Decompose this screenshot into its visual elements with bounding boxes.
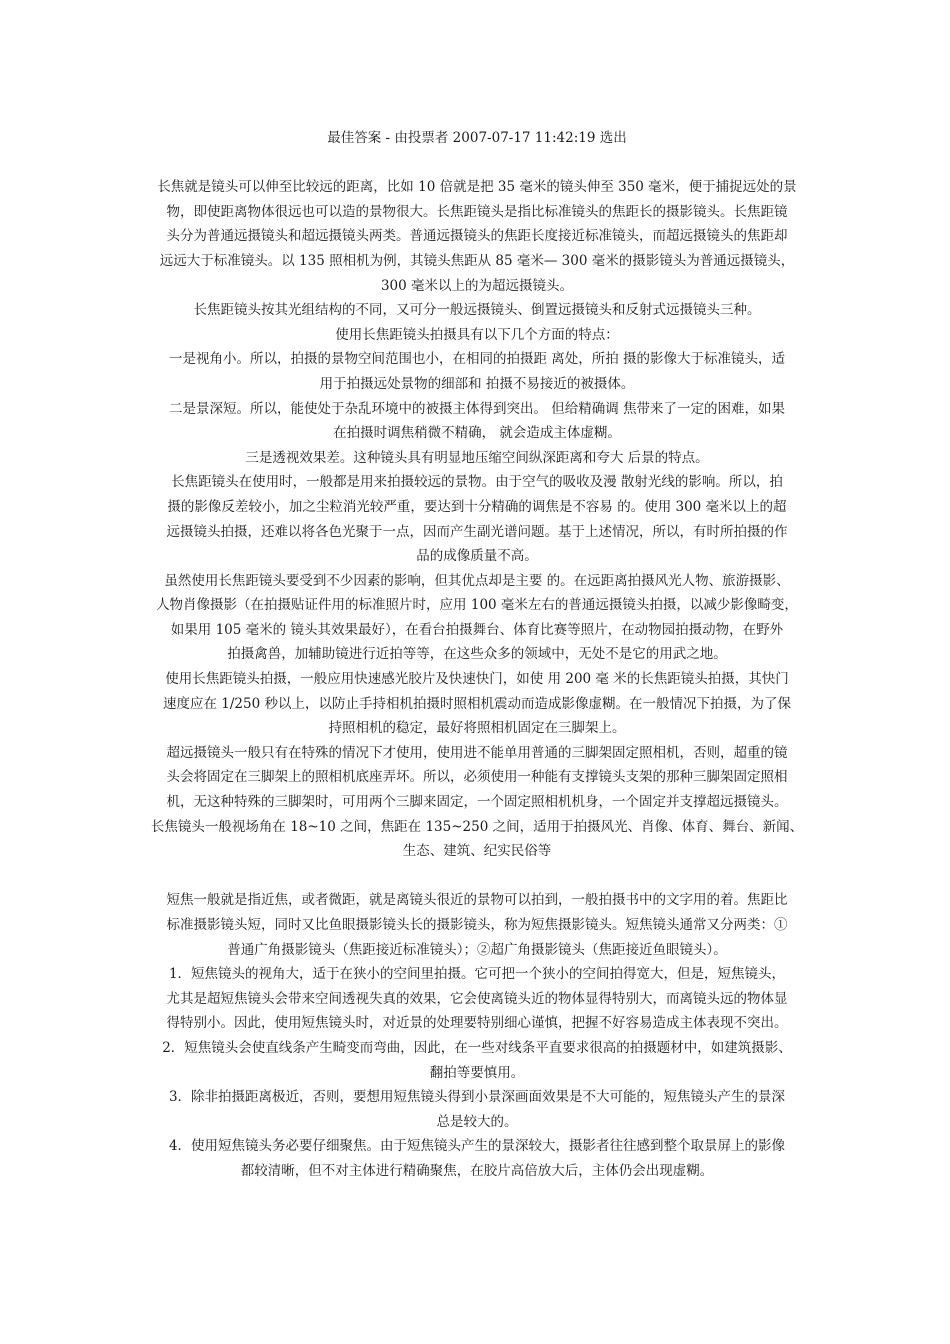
text-line: 生态、建筑、纪实民俗等 [402,843,552,860]
text-line: 长焦距镜头在使用时，一般都是用来拍摄较远的景物。由于空气的吸收及漫 散射光线的影响。所以，拍 [171,474,783,491]
wide-angle-section [143,888,811,1183]
text-line: 三是透视效果差。这种镜头具有明显地压缩空间纵深距离和夸大 后景的特点。 [245,449,709,466]
document-page [143,126,811,1184]
text-line: 长焦就是镜头可以伸至比较远的距离，比如 10 倍就是把 35 毫米的镜头伸至 350 毫米，便于捕捉远处的景 [157,179,797,196]
text-line: 总是较大的。 [436,1113,518,1130]
text-line: 远摄镜头拍摄，还难以将各色光聚于一点，因而产生副光谱问题。基于上述情况，所以，有时所拍摄的作 [166,523,788,540]
text-line: 品的成像质量不高。 [416,548,538,565]
best-answer-header: 最佳答案 - 由投票者 2007-07-17 11:42:19 选出 [327,130,627,146]
text-line: 使用长焦距镜头拍摄，一般应用快速感光胶片及快速快门，如使 用 200 毫 米的长焦距镜头拍摄，其快门 [165,671,789,688]
text-line: 4．使用短焦镜头务必要仔细聚焦。由于短焦镜头产生的景深较大，摄影者往往感到整个取景屏上的影像 [168,1138,786,1155]
text-line: 用于拍摄远处景物的细部和 拍摄不易接近的被摄体。 [319,375,635,392]
text-line: 短焦一般就是指近焦，或者微距，就是离镜头很近的景物可以拍到，一般拍摄书中的文字用的着。焦距比 [166,892,788,909]
text-line: 头分为普通远摄镜头和超远摄镜头两类。普通远摄镜头的焦距长度接近标准镜头，而超远摄镜头的焦距却 [166,228,788,245]
text-line: 虽然使用长焦距镜头要受到不少因素的影响，但其优点却是主要 的。在远距离拍摄风光人物、旅游摄影、 [164,572,790,589]
text-line: 速度应在 1/250 秒以上，以防止手持相机拍摄时照相机震动而造成影像虚糊。在一般情况下拍摄，为了保 [163,695,791,712]
text-line: 人物肖像摄影（在拍摄贴证件用的标准照片时，应用 100 毫米左右的普通远摄镜头拍摄，以减少影像畸变， [156,597,798,614]
text-line: 2．短焦镜头会使直线条产生畸变而弯曲，因此，在一些对线条平直要求很高的拍摄题材中，如建筑摄影、 [162,1039,792,1056]
text-line: 长焦距镜头按其光组结构的不同，又可分一般远摄镜头、倒置远摄镜头和反射式远摄镜头三种。 [193,302,761,319]
text-line: 如果用 105 毫米的 镜头其效果最好），在看台拍摄舞台、体育比赛等照片，在动物园拍摄动物，在野外 [170,621,784,638]
text-line: 尤其是超短焦镜头会带来空间透视失真的效果，它会使离镜头近的物体显得特别大，而离镜头远的物体显 [166,990,788,1007]
text-line: 标准摄影镜头短，同时又比鱼眼摄影镜头长的摄影镜头，称为短焦摄影镜头。短焦镜头通常又分两类：① [166,917,788,933]
text-line: 长焦镜头一般视场角在 18~10 之间，焦距在 135~250 之间，适用于拍摄风光、肖像、体育、舞台、新闻、 [150,818,804,835]
text-line: 一是视角小。所以，拍摄的景物空间范围也小，在相同的拍摄距 离处，所拍 摄的影像大于标准镜头，适 [168,351,786,368]
text-line: 都较清晰，但不对主体进行精确聚焦，在胶片高倍放大后，主体仍会出现虚糊。 [240,1162,714,1179]
text-line: 3．除非拍摄距离极近，否则，要想用短焦镜头得到小景深画面效果是不大可能的，短焦镜头产生的景深 [168,1089,786,1106]
text-line: 头会将固定在三脚架上的照相机底座弄坏。所以，必须使用一种能有支撑镜头支架的那种三脚架固定照相 [166,769,788,786]
text-line: 在拍摄时调焦稍微不精确， 就会造成主体虚糊。 [333,425,621,442]
text-line: 300 毫米以上的为超远摄镜头。 [380,277,574,294]
text-line: 二是景深短。所以，能使处于杂乱环境中的被摄主体得到突出。 但给精确调 焦带来了一定的困难，如果 [168,400,786,417]
text-line: 普通广角摄影镜头（焦距接近标准镜头）；②超广角摄影镜头（焦距接近鱼眼镜头）。 [227,941,727,958]
text-line: 摄的影像反差较小，加之尘粒消光较严重，要达到十分精确的调焦是不容易 的。使用 300 毫米以上的超 [167,498,787,515]
text-line: 超远摄镜头一般只有在特殊的情况下才使用，使用进不能单用普通的三脚架固定照相机，否则，超重的镜 [166,744,788,761]
text-line: 翻拍等要慎用。 [429,1064,525,1081]
text-line: 持照相机的稳定，最好将照相机固定在三脚架上。 [328,720,626,737]
telephoto-section [143,175,811,864]
section-gap [143,864,811,889]
text-line: 得特别小。因此，使用短焦镜头时，对近景的处理要特别细心谨慎，把握不好容易造成主体表现不突出。 [166,1015,788,1032]
text-line: 使用长焦距镜头拍摄具有以下几个方面的特点： [335,326,619,343]
text-line: 远远大于标准镜头。以 135 照相机为例，其镜头焦距从 85 毫米— 300 毫米的摄影镜头为普通远摄镜头， [159,252,795,269]
text-line: 物，即使距离物体很远也可以造的景物很大。长焦距镜头是指比标准镜头的焦距长的摄影镜头。长焦距镜 [166,203,788,220]
text-line: 1．短焦镜头的视角大，适于在狭小的空间里拍摄。它可把一个狭小的空间拍得宽大，但是，短焦镜头， [168,966,786,983]
text-line: 拍摄禽兽，加辅助镜进行近拍等等，在这些众多的领域中，无处不是它的用武之地。 [227,646,727,663]
text-line: 机，无这种特殊的三脚架时，可用两个三脚来固定，一个固定照相机机身，一个固定并支撑超远摄镜头。 [166,794,788,811]
